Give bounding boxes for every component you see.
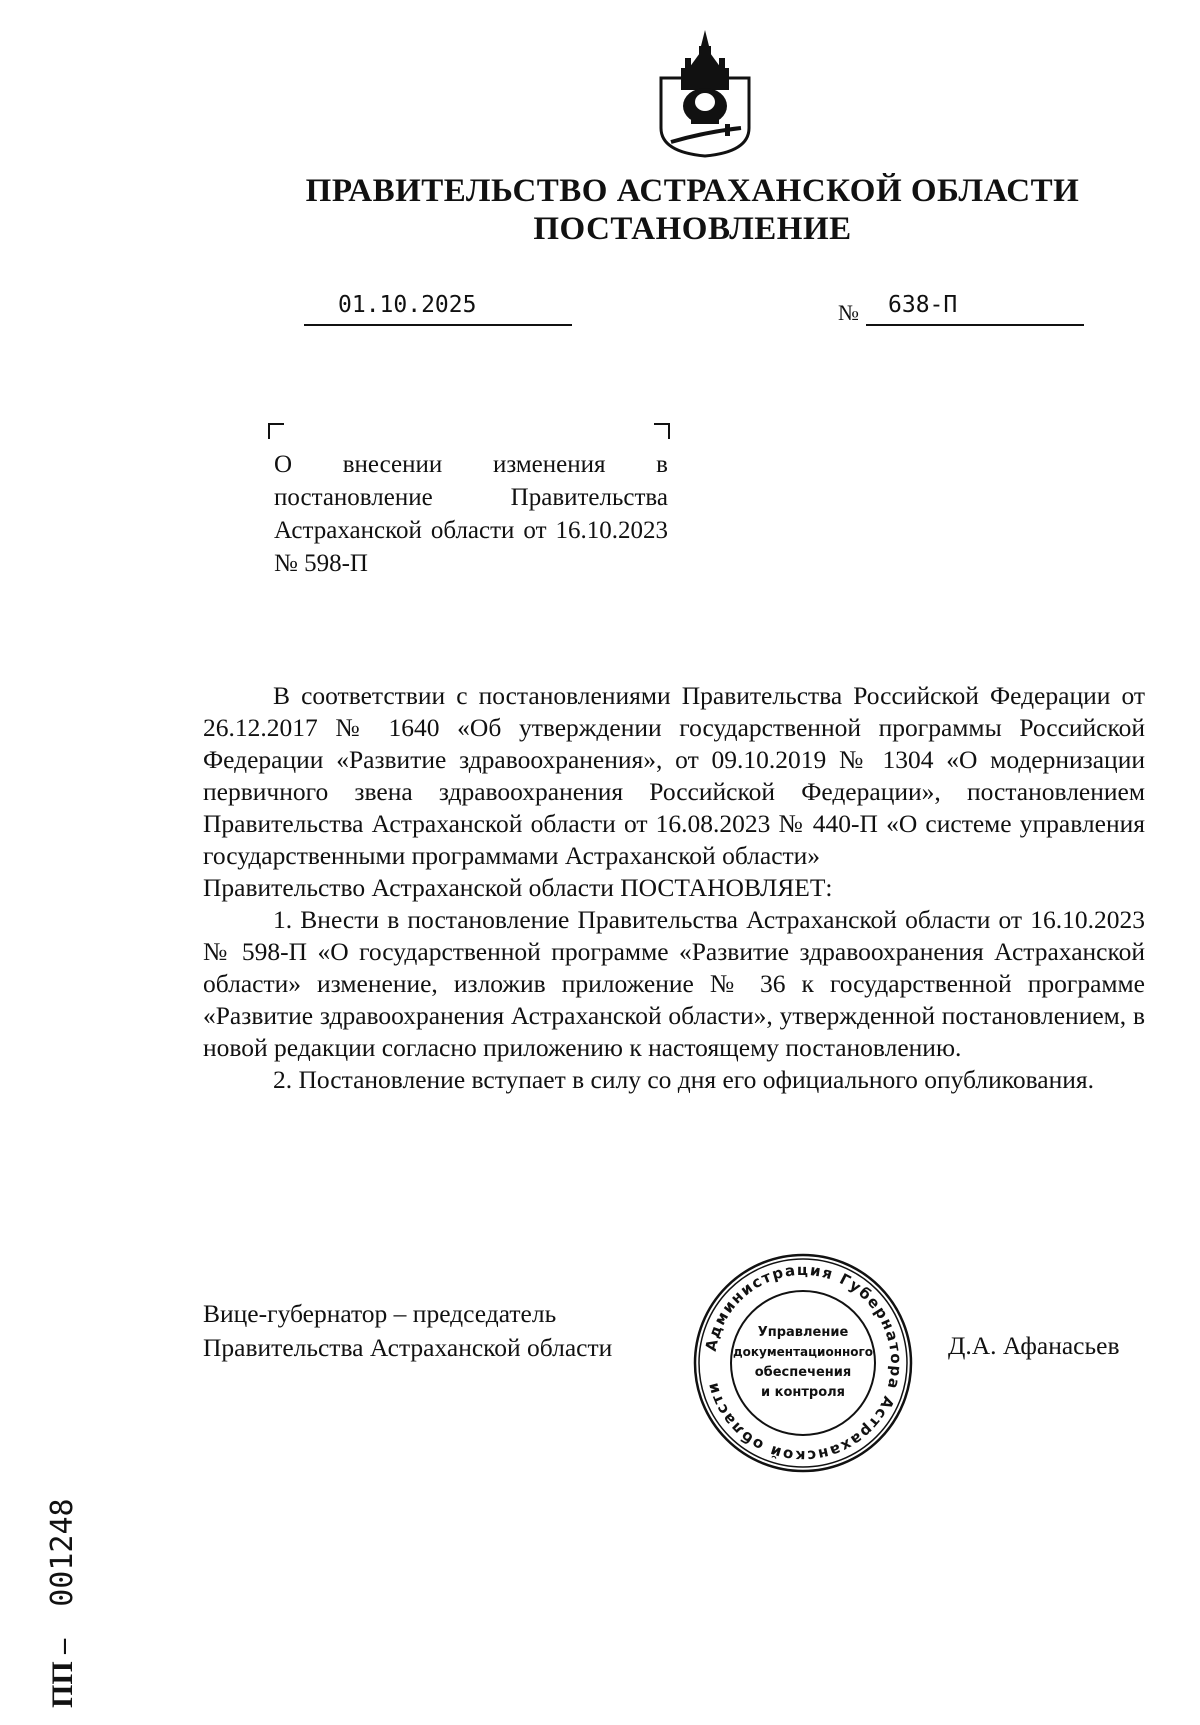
stamp-inner-line-3: обеспечения	[754, 1365, 852, 1380]
signatory-position-line-2: Правительства Астраханской области	[203, 1333, 613, 1362]
stamp-inner-line-1: Управление	[757, 1325, 849, 1340]
side-stamp-number: 001248	[45, 1498, 80, 1607]
document-number: 638-П	[888, 292, 958, 318]
subject-bracket-left	[268, 423, 284, 439]
signatory-position-line-1: Вице-губернатор – председатель	[203, 1299, 557, 1328]
document-date: 01.10.2025	[338, 292, 477, 318]
svg-text:ПП – 001248	[45, 1498, 80, 1708]
coat-of-arms-icon	[655, 28, 755, 160]
subject-bracket-right	[654, 423, 670, 439]
signatory-position	[203, 1297, 612, 1365]
preamble-paragraph: В соответствии с постановлениями Правительства Российской Федерации от 26.12.2017 № 1640 «Об утверждении государственной программы Российской Федерации «Развитие здравоохранения», от 09.10.2019 № 1304 «О модернизации первичного звена здравоохранения Российской Федерации», постановлением Правительства Астраханской области от 16.08.2023 № 440-П «О системе управления государственными программами Астраханской области»	[203, 681, 1145, 870]
document-subject: О внесении изменения в постановление Правительства Астраханской области от 16.10.2023 № 598-П	[274, 451, 668, 577]
stamp-inner-line-2: документационного	[732, 1345, 874, 1359]
signatory-name: Д.А. Афанасьев	[948, 1331, 1120, 1360]
resolution-line: Правительство Астраханской области ПОСТАНОВЛЯЕТ:	[203, 873, 833, 902]
document-body	[203, 680, 1145, 1096]
document-type-title: ПОСТАНОВЛЕНИЕ	[533, 211, 852, 247]
side-stamp-prefix: ПП –	[46, 1638, 79, 1708]
document-number-field	[866, 294, 1084, 326]
official-stamp	[690, 1250, 916, 1476]
stamp-inner-line-4: и контроля	[760, 1385, 846, 1400]
document-date-field	[304, 294, 572, 326]
organization-title: ПРАВИТЕЛЬСТВО АСТРАХАНСКОЙ ОБЛАСТИ	[305, 173, 1080, 209]
side-registration-stamp	[30, 1390, 90, 1720]
stamp-outer-text: Администрация Губернатора Астраханской области	[701, 1260, 906, 1466]
document-number-label: №	[838, 300, 859, 325]
item-2-paragraph: 2. Постановление вступает в силу со дня его официального опубликования.	[273, 1065, 1094, 1094]
item-1-paragraph: 1. Внести в постановление Правительства Астраханской области от 16.10.2023 № 598-П «О государственной программе «Развитие здравоохранения Астраханской области» изменение, изложив приложение № 36 к государственной программе «Развитие здравоохранения Астраханской области», утвержденной постановлением, в новой редакции согласно приложению к настоящему постановлению.	[203, 905, 1145, 1062]
